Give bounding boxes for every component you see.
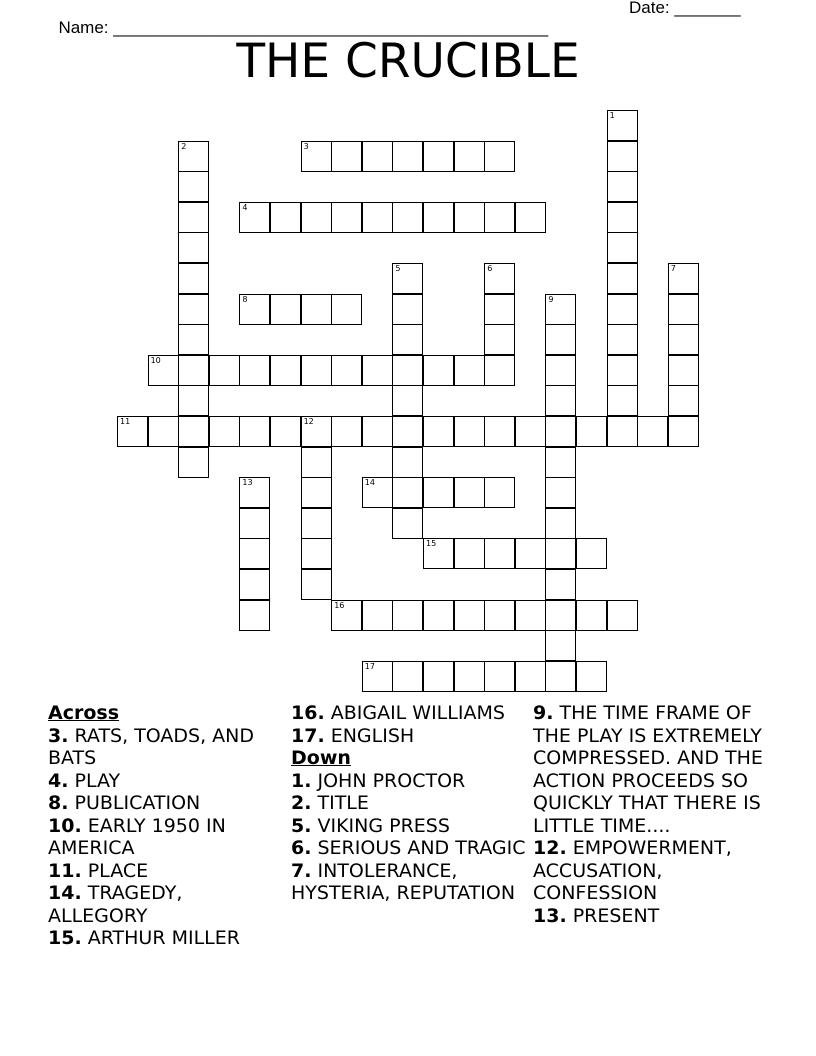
grid-cell[interactable] bbox=[576, 600, 607, 631]
grid-cell[interactable] bbox=[178, 263, 209, 294]
grid-cell[interactable] bbox=[301, 569, 332, 600]
grid-cell[interactable] bbox=[484, 355, 515, 386]
clue-number: 3 bbox=[303, 141, 309, 151]
clue-number: 11 bbox=[120, 417, 131, 426]
grid-cell[interactable] bbox=[607, 416, 638, 447]
grid-cell[interactable] bbox=[209, 355, 240, 386]
grid-cell[interactable] bbox=[484, 141, 515, 172]
clue-down-9: 9. THE TIME FRAME OF THE PLAY IS EXTREMELY COMPRESSED. AND THE ACTION PROCEEDS SO QUICKLY THAT THERE IS LITTLE TIME.... bbox=[533, 702, 763, 837]
grid-cell[interactable] bbox=[515, 600, 546, 631]
clue-down-2: 2. TITLE bbox=[291, 792, 369, 814]
clue-number: 1 bbox=[609, 111, 615, 120]
grid-cell[interactable] bbox=[392, 416, 423, 447]
grid-cell[interactable] bbox=[423, 661, 454, 692]
grid-cell[interactable] bbox=[301, 416, 332, 447]
grid-cell[interactable] bbox=[484, 324, 515, 355]
grid-cell[interactable] bbox=[423, 477, 454, 508]
grid-cell[interactable] bbox=[668, 355, 699, 386]
grid-cell[interactable] bbox=[239, 538, 270, 569]
clue-number: 16 bbox=[334, 600, 345, 610]
grid-cell[interactable] bbox=[178, 385, 209, 416]
grid-cell[interactable] bbox=[117, 416, 148, 447]
grid-cell[interactable] bbox=[515, 538, 546, 569]
grid-cell[interactable] bbox=[576, 661, 607, 692]
grid-cell[interactable] bbox=[239, 202, 270, 233]
clue-number: 9 bbox=[548, 294, 554, 304]
grid-cell[interactable] bbox=[362, 202, 393, 233]
grid-cell[interactable] bbox=[392, 477, 423, 508]
grid-cell[interactable] bbox=[484, 477, 515, 508]
grid-cell[interactable] bbox=[484, 202, 515, 233]
grid-cell[interactable] bbox=[392, 385, 423, 416]
clue-number: 5 bbox=[395, 264, 401, 273]
grid-cell[interactable] bbox=[454, 416, 485, 447]
clue-down-7: 7. INTOLERANCE, HYSTERIA, REPUTATION bbox=[291, 859, 516, 904]
clue-number: 4 bbox=[242, 202, 248, 212]
grid-cell[interactable] bbox=[545, 477, 576, 508]
grid-cell[interactable] bbox=[239, 416, 270, 447]
grid-cell[interactable] bbox=[607, 232, 638, 263]
clue-down-12: 12. EMPOWERMENT, ACCUSATION, CONFESSION bbox=[533, 837, 732, 904]
grid-cell[interactable] bbox=[423, 600, 454, 631]
grid-cell[interactable] bbox=[545, 600, 576, 631]
grid-cell[interactable] bbox=[668, 324, 699, 355]
grid-cell[interactable] bbox=[392, 294, 423, 325]
grid-cell[interactable] bbox=[545, 294, 576, 325]
grid-cell[interactable] bbox=[668, 416, 699, 447]
clue-number: 12 bbox=[303, 417, 314, 426]
clue-across-8: 8. PUBLICATION bbox=[48, 792, 201, 814]
grid-cell[interactable] bbox=[148, 416, 179, 447]
grid-cell[interactable] bbox=[331, 355, 362, 386]
grid-cell[interactable] bbox=[454, 355, 485, 386]
grid-cell[interactable] bbox=[392, 508, 423, 539]
grid-cell[interactable] bbox=[515, 202, 546, 233]
name-field[interactable]: Name: ______________________________________________ bbox=[58, 18, 549, 37]
grid-cell[interactable] bbox=[484, 600, 515, 631]
grid-cell[interactable] bbox=[454, 202, 485, 233]
grid-cell[interactable] bbox=[576, 416, 607, 447]
grid-cell[interactable] bbox=[545, 324, 576, 355]
grid-cell[interactable] bbox=[545, 416, 576, 447]
grid-cell[interactable] bbox=[607, 294, 638, 325]
grid-cell[interactable] bbox=[239, 477, 270, 508]
grid-cell[interactable] bbox=[607, 110, 638, 141]
clue-down-1: 1. JOHN PROCTOR bbox=[291, 769, 466, 792]
grid-cell[interactable] bbox=[484, 661, 515, 692]
grid-cell[interactable] bbox=[454, 477, 485, 508]
grid-cell[interactable] bbox=[454, 538, 485, 569]
clue-number: 2 bbox=[181, 141, 187, 151]
grid-cell[interactable] bbox=[484, 294, 515, 325]
grid-cell[interactable] bbox=[423, 202, 454, 233]
grid-cell[interactable] bbox=[301, 477, 332, 508]
grid-cell[interactable] bbox=[454, 141, 485, 172]
grid-cell[interactable] bbox=[209, 416, 240, 447]
grid-cell[interactable] bbox=[239, 569, 270, 600]
grid-cell[interactable] bbox=[301, 294, 332, 325]
grid-cell[interactable] bbox=[454, 600, 485, 631]
grid-cell[interactable] bbox=[607, 385, 638, 416]
across-heading: Across bbox=[48, 702, 120, 724]
clue-down-13: 13. PRESENT bbox=[533, 904, 660, 927]
clue-number: 17 bbox=[364, 661, 375, 671]
clues-column-3 bbox=[533, 702, 773, 927]
grid-cell[interactable] bbox=[545, 630, 576, 661]
clue-across-3: 3. RATS, TOADS, AND BATS bbox=[48, 724, 255, 769]
grid-cell[interactable] bbox=[301, 141, 332, 172]
grid-cell[interactable] bbox=[270, 355, 301, 386]
grid-cell[interactable] bbox=[392, 447, 423, 478]
clue-down-5: 5. VIKING PRESS bbox=[291, 814, 450, 837]
grid-cell[interactable] bbox=[607, 263, 638, 294]
clues-column-2 bbox=[291, 702, 531, 905]
clue-across-15: 15. ARTHUR MILLER bbox=[48, 927, 240, 949]
clue-number: 8 bbox=[242, 294, 248, 304]
grid-cell[interactable] bbox=[668, 263, 699, 294]
grid-cell[interactable] bbox=[239, 508, 270, 539]
grid-cell[interactable] bbox=[423, 355, 454, 386]
grid-cell[interactable] bbox=[607, 171, 638, 202]
grid-cell[interactable] bbox=[178, 447, 209, 478]
grid-cell[interactable] bbox=[331, 294, 362, 325]
grid-cell[interactable] bbox=[607, 355, 638, 386]
grid-cell[interactable] bbox=[484, 263, 515, 294]
grid-cell[interactable] bbox=[545, 447, 576, 478]
clues-column-1 bbox=[48, 702, 278, 950]
clue-across-4: 4. PLAY bbox=[48, 769, 121, 792]
grid-cell[interactable] bbox=[331, 416, 362, 447]
grid-cell[interactable] bbox=[607, 324, 638, 355]
grid-cell[interactable] bbox=[270, 294, 301, 325]
grid-cell[interactable] bbox=[545, 538, 576, 569]
grid-cell[interactable] bbox=[392, 202, 423, 233]
clue-across-16: 16. ABIGAIL WILLIAMS bbox=[291, 702, 505, 724]
grid-cell[interactable] bbox=[484, 538, 515, 569]
clue-number: 7 bbox=[670, 264, 676, 273]
grid-cell[interactable] bbox=[545, 355, 576, 386]
grid-cell[interactable] bbox=[301, 202, 332, 233]
clue-across-14: 14. TRAGEDY, ALLEGORY bbox=[48, 882, 183, 927]
grid-cell[interactable] bbox=[178, 171, 209, 202]
grid-cell[interactable] bbox=[392, 141, 423, 172]
grid-cell[interactable] bbox=[668, 294, 699, 325]
clue-across-11: 11. PLACE bbox=[48, 859, 149, 882]
clue-number: 14 bbox=[364, 478, 375, 488]
grid-cell[interactable] bbox=[545, 661, 576, 692]
grid-cell[interactable] bbox=[362, 355, 393, 386]
grid-cell[interactable] bbox=[392, 661, 423, 692]
grid-cell[interactable] bbox=[362, 416, 393, 447]
grid-cell[interactable] bbox=[331, 202, 362, 233]
grid-cell[interactable] bbox=[148, 355, 179, 386]
grid-cell[interactable] bbox=[545, 569, 576, 600]
clue-across-17: 17. ENGLISH bbox=[291, 724, 415, 747]
grid-cell[interactable] bbox=[515, 661, 546, 692]
clue-number: 15 bbox=[426, 539, 437, 549]
grid-cell[interactable] bbox=[270, 416, 301, 447]
grid-cell[interactable] bbox=[178, 294, 209, 325]
grid-cell[interactable] bbox=[331, 600, 362, 631]
grid-cell[interactable] bbox=[668, 385, 699, 416]
clue-number: 13 bbox=[242, 478, 253, 488]
grid-cell[interactable] bbox=[423, 416, 454, 447]
grid-cell[interactable] bbox=[239, 355, 270, 386]
grid-cell[interactable] bbox=[392, 600, 423, 631]
grid-cell[interactable] bbox=[301, 447, 332, 478]
clue-number: 10 bbox=[150, 355, 161, 365]
grid-cell[interactable] bbox=[637, 416, 668, 447]
grid-cell[interactable] bbox=[515, 416, 546, 447]
grid-cell[interactable] bbox=[545, 385, 576, 416]
grid-cell[interactable] bbox=[392, 355, 423, 386]
grid-cell[interactable] bbox=[301, 538, 332, 569]
grid-cell[interactable] bbox=[484, 416, 515, 447]
grid-cell[interactable] bbox=[362, 477, 393, 508]
grid-cell[interactable] bbox=[239, 600, 270, 631]
grid-cell[interactable] bbox=[239, 294, 270, 325]
clue-down-6: 6. SERIOUS AND TRAGIC bbox=[291, 837, 526, 859]
grid-cell[interactable] bbox=[423, 141, 454, 172]
grid-cell[interactable] bbox=[178, 355, 209, 386]
grid-cell[interactable] bbox=[178, 202, 209, 233]
grid-cell[interactable] bbox=[392, 324, 423, 355]
page-title: THE CRUCIBLE bbox=[236, 34, 580, 89]
date-field[interactable]: Date: _______ bbox=[629, 0, 741, 17]
grid-cell[interactable] bbox=[178, 232, 209, 263]
grid-cell[interactable] bbox=[362, 661, 393, 692]
grid-cell[interactable] bbox=[362, 600, 393, 631]
grid-cell[interactable] bbox=[545, 508, 576, 539]
clue-across-10: 10. EARLY 1950 IN AMERICA bbox=[48, 814, 226, 859]
grid-cell[interactable] bbox=[178, 416, 209, 447]
grid-cell[interactable] bbox=[423, 538, 454, 569]
clue-number: 6 bbox=[487, 264, 493, 273]
down-heading: Down bbox=[291, 747, 351, 769]
grid-cell[interactable] bbox=[178, 141, 209, 172]
grid-cell[interactable] bbox=[301, 355, 332, 386]
grid-cell[interactable] bbox=[270, 202, 301, 233]
grid-cell[interactable] bbox=[607, 202, 638, 233]
grid-cell[interactable] bbox=[607, 141, 638, 172]
grid-cell[interactable] bbox=[576, 538, 607, 569]
grid-cell[interactable] bbox=[607, 600, 638, 631]
grid-cell[interactable] bbox=[362, 141, 393, 172]
grid-cell[interactable] bbox=[178, 324, 209, 355]
grid-cell[interactable] bbox=[301, 508, 332, 539]
grid-cell[interactable] bbox=[392, 263, 423, 294]
grid-cell[interactable] bbox=[454, 661, 485, 692]
grid-cell[interactable] bbox=[331, 141, 362, 172]
